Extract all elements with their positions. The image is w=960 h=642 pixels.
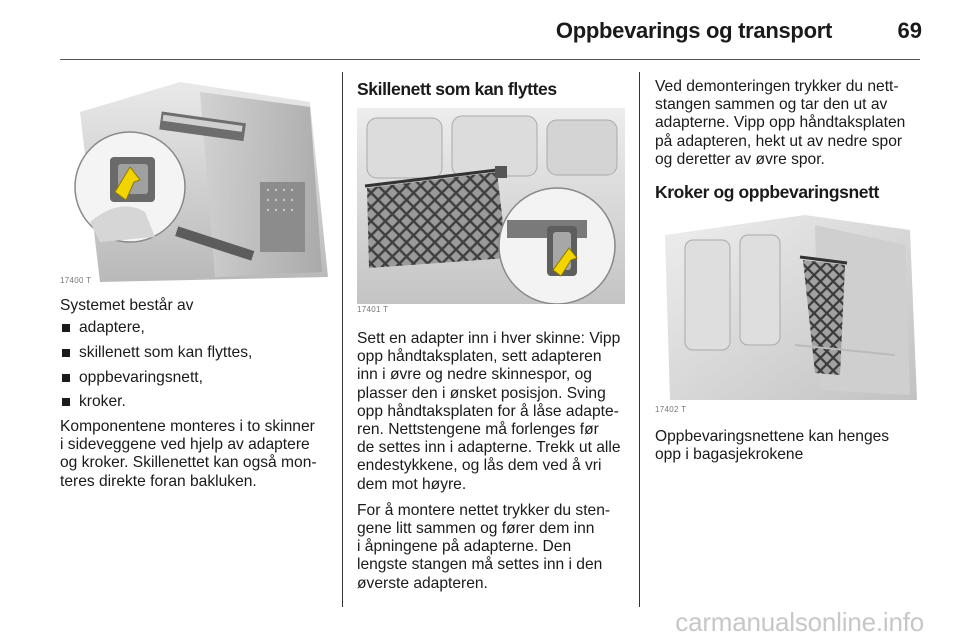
section-heading: Skillenett som kan flyttes (357, 79, 557, 99)
list-item: skillenett som kan flyttes, (60, 344, 332, 362)
list-item: kroker. (60, 393, 332, 411)
column-1-text (60, 297, 332, 491)
body-paragraph: Oppbevaringsnettene kan henges opp i bagasjekrokene (655, 428, 890, 464)
header-rule (60, 59, 920, 60)
divider-net-drawing (357, 108, 625, 304)
bullet-square-icon (62, 324, 70, 332)
page-title: Oppbevarings og transport (555, 18, 832, 43)
list-item: oppbevaringsnett, (60, 369, 332, 387)
figure-code: 17401 T (357, 305, 389, 314)
column-3-text-top (655, 78, 925, 203)
column-divider-2 (639, 72, 640, 607)
column-3-text-bottom (655, 428, 925, 464)
illustration-cargo-rails (60, 72, 330, 287)
column-2-text (357, 330, 632, 593)
column-divider-1 (342, 72, 343, 607)
figure-code: 17402 T (655, 405, 687, 414)
intro-text: Systemet består av (60, 297, 194, 314)
body-paragraph: Ved demonteringen trykker du nett- stangen sammen og tar den ut av adapterne. Vipp opp håndtaksplaten på adapteren, hekt ut av nedre spor og deretter av øvre spor. (655, 78, 906, 168)
page-number: 69 (897, 18, 922, 43)
bullet-square-icon (62, 374, 70, 382)
illustration-storage-net (655, 205, 920, 405)
bullet-square-icon (62, 398, 70, 406)
section-heading: Kroker og oppbevaringsnett (655, 182, 879, 203)
column-2-heading-wrap (357, 78, 632, 100)
body-paragraph: For å montere nettet trykker du sten- gene litt sammen og fører dem inn i åpningene på adapterne. Den lengste stangen må settes inn i den øverste adapteren. (357, 501, 611, 592)
body-paragraph: Sett en adapter inn i hver skinne: Vipp opp håndtaksplaten, sett adapteren inn i øvre og nedre skinnespor, og plasser den i ønsket posisjon. Sving opp håndtaksplaten for å låse adapte- ren. Nettstengene må forlenges før de settes inn i adapterne. Trekk ut alle endestykkene, og lås dem ved å vri dem mot høyre. (357, 330, 621, 493)
components-list (60, 319, 332, 411)
watermark-text: carmanualsonline.info (675, 607, 924, 637)
illustration-divider-net (357, 108, 625, 304)
body-paragraph: Komponentene monteres i to skinner i sideveggene ved hjelp av adaptere og kroker. Skillenettet kan også mon- teres direkte foran bakluken. (60, 418, 317, 490)
bullet-square-icon (62, 349, 70, 357)
figure-code: 17400 T (60, 276, 92, 285)
storage-net-drawing (655, 205, 920, 405)
list-item: adaptere, (60, 319, 332, 337)
cargo-rails-drawing (60, 72, 330, 287)
